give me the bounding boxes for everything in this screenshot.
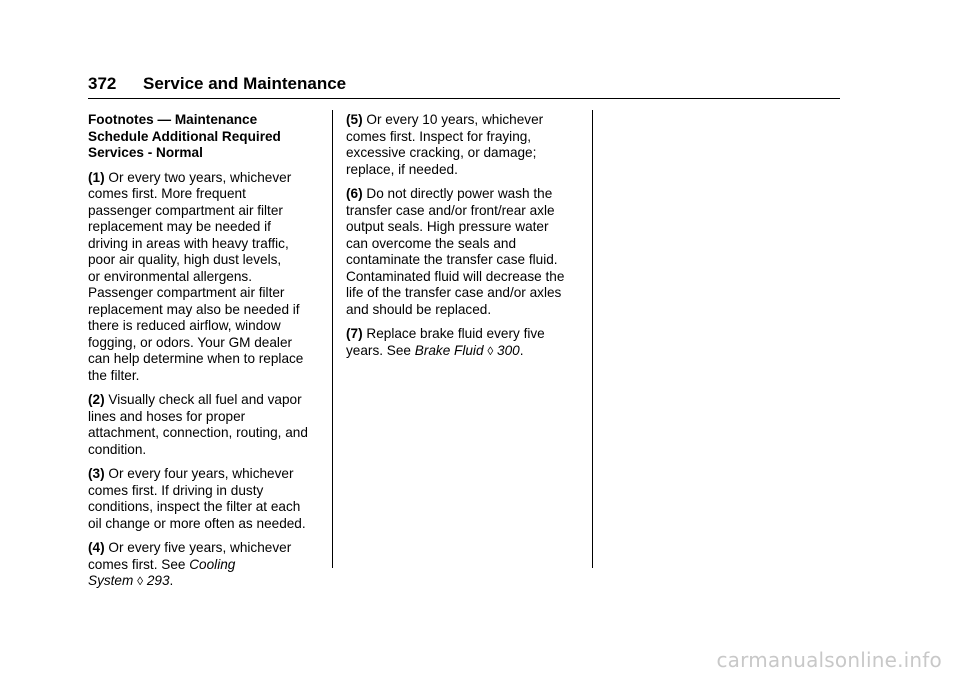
note-line: poor air quality, high dust levels, [88,252,282,267]
note-line: Do not directly power wash the [362,186,553,201]
note-line: Replace brake fluid every five [362,326,545,341]
column-2 [346,112,582,367]
footnote-number: (2) [88,392,105,407]
note-line: Visually check all fuel and vapor [104,392,302,407]
footnote-number: (5) [346,112,363,127]
note-line: passenger compartment air filter [88,202,283,218]
heading-line: Footnotes — Maintenance [88,112,258,127]
note-line: there is reduced airflow, window [88,318,281,333]
note-line: attachment, connection, routing, and [88,425,308,440]
note-line: or environmental allergens. [88,268,252,284]
column-1 [88,112,326,598]
sentence-end: . [519,342,524,358]
note-line: years. See [346,342,415,358]
note-line: comes first. If driving in dusty [88,482,264,498]
note-line: replacement may also be needed if [88,301,300,317]
heading-line: Services - Normal [88,145,203,160]
footnote-number: (7) [346,326,363,341]
note-line: fogging, or odors. Your GM dealer [88,334,293,350]
note-line: excessive cracking, or damage; [346,145,537,160]
footnote-5 [346,112,582,178]
note-line: output seals. High pressure water [346,219,549,234]
footnote-3 [88,466,326,532]
footnote-number: (3) [88,466,105,481]
note-line: comes first. See [88,556,190,572]
cooling-system-link[interactable]: System [88,573,134,588]
watermark: carmanualsonline.info [716,648,942,672]
note-line: replacement may be needed if [88,219,271,234]
cooling-system-link[interactable]: Cooling [189,556,236,572]
footnote-2 [88,392,326,458]
note-line: comes first. More frequent [88,186,246,201]
note-line: can overcome the seals and [346,235,517,251]
heading-line: Schedule Additional Required [88,128,281,144]
note-line: Or every 10 years, whichever [362,112,544,127]
footnote-number: (1) [88,169,105,185]
note-line: replace, if needed. [346,161,458,177]
footnote-number: (4) [88,540,105,555]
column-divider [592,110,593,568]
footnote-number: (6) [346,186,363,201]
note-line: oil change or more often as needed. [88,515,306,531]
footnote-6 [346,186,582,318]
note-line: Contaminated fluid will decrease the [346,268,565,284]
page-number: 372 [88,74,117,93]
note-line: Or every five years, whichever [104,540,292,555]
note-line: and should be replaced. [346,301,492,317]
note-line: life of the transfer case and/or axles [346,285,562,300]
note-line: lines and hoses for proper [88,408,246,424]
section-title: Service and Maintenance [143,74,347,93]
footnote-1 [88,170,326,385]
note-line: conditions, inspect the filter at each [88,499,301,514]
note-line: can help determine when to replace [88,351,304,366]
note-line: comes first. Inspect for fraying, [346,128,532,144]
note-line: Passenger compartment air filter [88,285,285,300]
note-line: Or every two years, whichever [104,169,292,185]
page-header [88,70,840,98]
page-reference-icon: ◊ [487,343,494,358]
note-line: Or every four years, whichever [104,466,294,481]
footnote-7 [346,326,582,359]
footnote-4 [88,540,326,590]
note-line: contaminate the transfer case fluid. [346,252,558,267]
page-reference-number[interactable]: 300 [497,342,520,358]
sentence-end: . [169,573,174,588]
page-reference-number[interactable]: 293 [146,573,170,588]
note-line: transfer case and/or front/rear axle [346,202,555,218]
header-rule [88,98,840,99]
footnotes-heading [88,112,326,162]
note-line: condition. [88,441,147,457]
note-line: the filter. [88,367,140,383]
note-line: driving in areas with heavy traffic, [88,235,289,251]
page-reference-icon: ◊ [137,574,144,588]
brake-fluid-link[interactable]: Brake Fluid [414,342,484,358]
column-divider [332,110,333,568]
